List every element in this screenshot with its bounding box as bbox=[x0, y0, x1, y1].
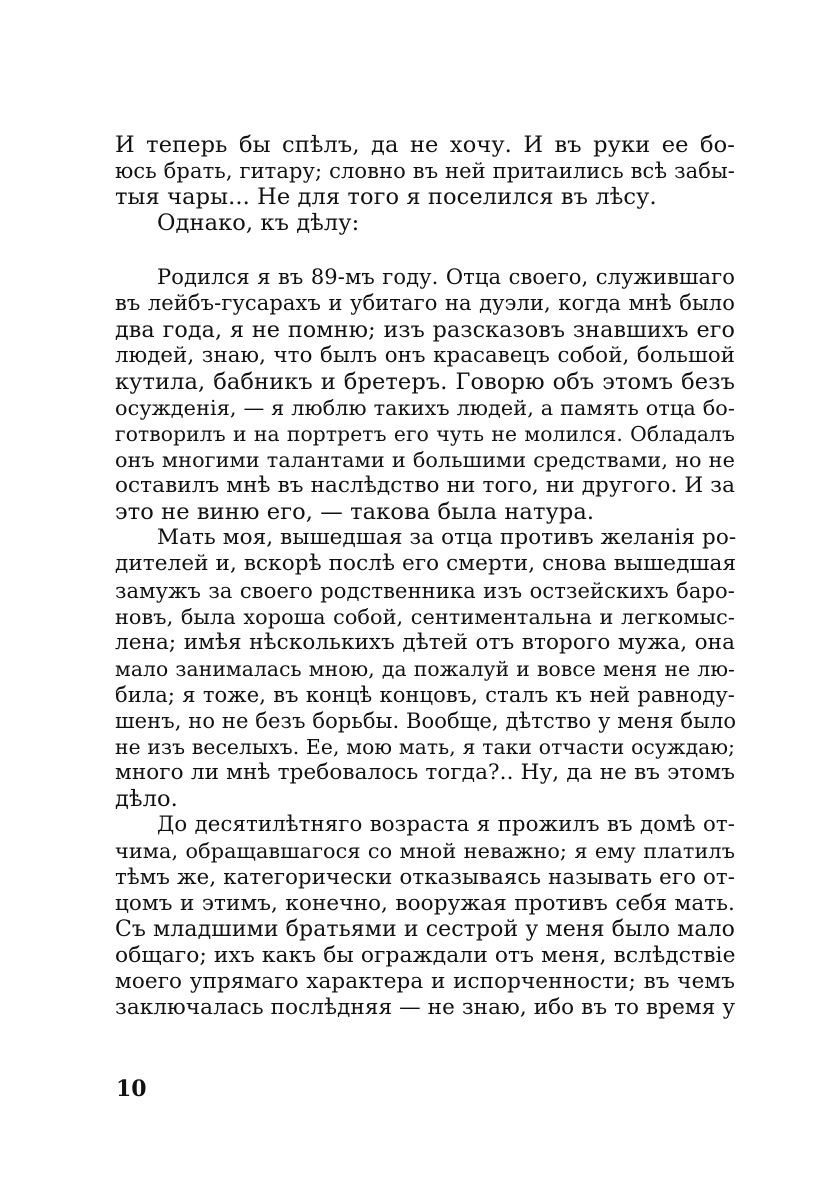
text-line: била; я тоже, въ концѣ концовъ, сталъ къ ней равноду- bbox=[115, 682, 735, 707]
text-line: Мать моя, вышедшая за отца противъ желанія ро- bbox=[157, 525, 737, 551]
paragraph-2 bbox=[115, 210, 735, 236]
text-line: кутила, бабникъ и бретеръ. Говорю объ этомъ безъ bbox=[115, 368, 735, 395]
text-line: цомъ и этимъ, конечно, вооружая противъ себя мать. bbox=[115, 890, 735, 916]
text-line: онъ многими талантами и большими средствами, но не bbox=[115, 448, 735, 473]
text-line: новъ, была хороша собой, сентиментальна и легкомыс- bbox=[115, 604, 735, 629]
text-line: заключалась послѣдняя — не знаю, ибо въ то время у bbox=[115, 995, 736, 1020]
text-line: два года, я не помню; изъ разсказовъ знавшихъ его bbox=[115, 316, 735, 343]
text-line: юсь брать, гитару; словно въ ней притаились всѣ забы- bbox=[115, 159, 735, 184]
paragraph-4 bbox=[115, 525, 735, 812]
text-line: моего упрямаго характера и испорченности; въ чемъ bbox=[115, 968, 735, 994]
text-line: готворилъ и на портретъ его чуть не молился. Обладалъ bbox=[115, 421, 735, 446]
text-line: осужденія, — я люблю такихъ людей, а память отца бо- bbox=[115, 395, 735, 420]
paragraph-1 bbox=[115, 132, 735, 210]
text-line: много ли мнѣ требовалось тогда?.. Ну, да не въ этомъ bbox=[115, 760, 735, 786]
text-line: шенъ, но не безъ борьбы. Вообще, дѣтство у меня было bbox=[115, 708, 737, 733]
text-line: дителей и, вскорѣ послѣ его смерти, снова вышедшая bbox=[115, 551, 737, 577]
text-line: Однако, къ дѣлу: bbox=[157, 210, 360, 237]
text-line: не изъ веселыхъ. Ее, мою мать, я таки отчасти осуждаю; bbox=[115, 735, 735, 760]
text-line: людей, знаю, что былъ онъ красавецъ собой, большой bbox=[115, 342, 735, 368]
text-line: Съ младшими братьями и сестрой у меня было мало bbox=[115, 916, 735, 942]
text-line: До десятилѣтняго возраста я прожилъ въ домѣ от- bbox=[157, 812, 735, 838]
text-line: И теперь бы спѣлъ, да не хочу. И въ руки ее бо- bbox=[115, 132, 735, 158]
text-line: чима, обращавшагося со мной неважно; я ему платилъ bbox=[115, 839, 735, 864]
paragraph-5 bbox=[115, 812, 735, 1021]
section-gap bbox=[115, 236, 735, 264]
text-line: это не виню его, — такова была натура. bbox=[115, 499, 595, 526]
text-line: тѣмъ же, категорически отказываясь называть его от- bbox=[115, 864, 735, 890]
text-line: мало занималась мною, да пожалуй и вовсе меня не лю- bbox=[115, 656, 735, 681]
text-line: Родился я въ 89-мъ году. Отца своего, служившаго bbox=[157, 265, 735, 290]
text-line: въ лейбъ-гусарахъ и убитаго на дуэли, когда мнѣ было bbox=[115, 291, 735, 316]
text-line: тыя чары... Не для того я поселился въ лѣсу. bbox=[115, 184, 657, 211]
text-line: оставилъ мнѣ въ наслѣдство ни того, ни другого. И за bbox=[115, 473, 735, 499]
paragraph-3 bbox=[115, 264, 735, 525]
text-line: лена; имѣя нѣсколькихъ дѣтей отъ второго мужа, она bbox=[115, 629, 735, 655]
page-number: 10 bbox=[116, 1076, 147, 1102]
text-line: общаго; ихъ какъ бы ограждали отъ меня, вслѣдствіе bbox=[115, 942, 736, 968]
text-line: замужъ за своего родственника изъ остзейскихъ баро- bbox=[115, 578, 735, 603]
text-column bbox=[115, 132, 735, 1021]
text-line: дѣло. bbox=[115, 786, 178, 813]
